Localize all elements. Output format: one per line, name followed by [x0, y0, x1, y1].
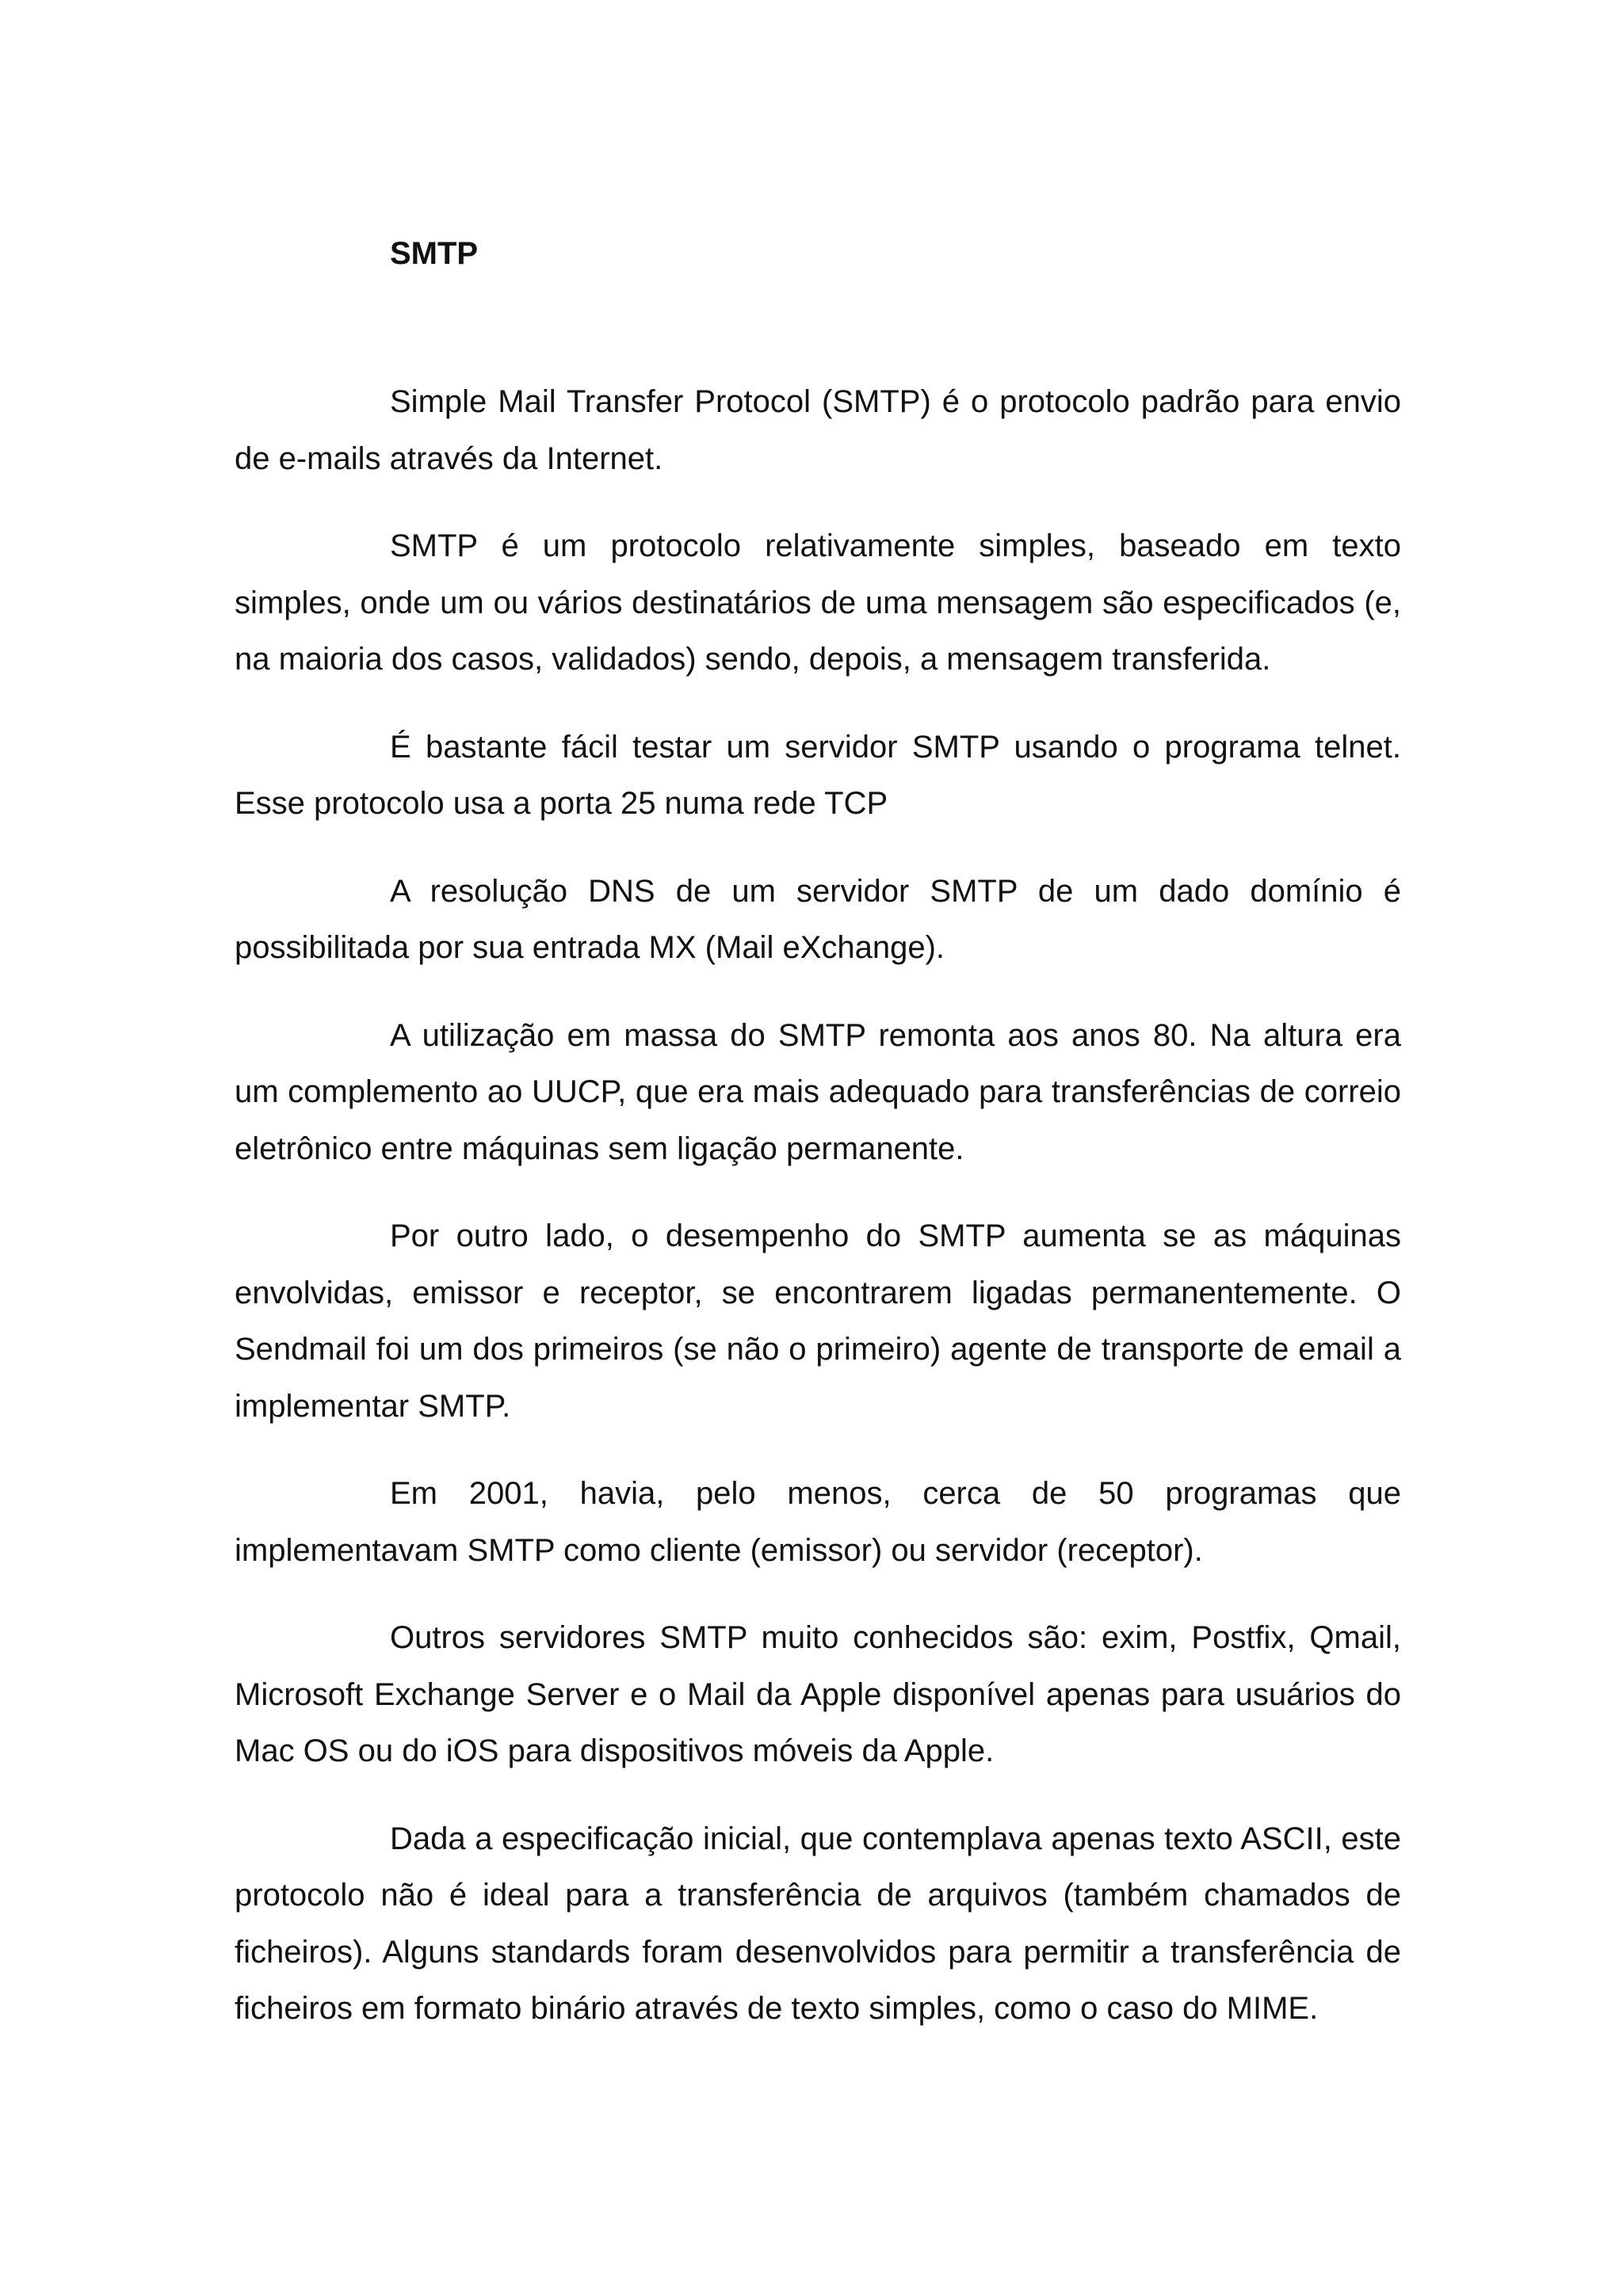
paragraph: Outros servidores SMTP muito conhecidos são: exim, Postfix, Qmail, Microsoft Exchange Server e o Mail da Apple disponível apenas para usuários do Mac OS ou do iOS para dispositivos móveis da Apple.	[235, 1620, 1401, 1768]
paragraph: Simple Mail Transfer Protocol (SMTP) é o protocolo padrão para envio de e-mails através da Internet.	[235, 384, 1401, 476]
paragraph: Em 2001, havia, pelo menos, cerca de 50 programas que implementavam SMTP como cliente (emissor) ou servidor (receptor).	[235, 1476, 1401, 1568]
paragraph: SMTP é um protocolo relativamente simples, baseado em texto simples, onde um ou vários destinatários de uma mensagem são especificados (e, na maioria dos casos, validados) sendo, depois, a mensagem transferida.	[235, 528, 1401, 677]
paragraph: A utilização em massa do SMTP remonta aos anos 80. Na altura era um complemento ao UUCP, que era mais adequado para transferências de correio eletrônico entre máquinas sem ligação permanente.	[235, 1017, 1401, 1166]
paragraph: É bastante fácil testar um servidor SMTP usando o programa telnet. Esse protocolo usa a porta 25 numa rede TCP	[235, 729, 1401, 821]
document-content	[235, 230, 1401, 2069]
paragraph: Por outro lado, o desempenho do SMTP aumenta se as máquinas envolvidas, emissor e receptor, se encontrarem ligadas permanentemente. O Sendmail foi um dos primeiros (se não o primeiro) agente de transporte de email a implementar SMTP.	[235, 1219, 1401, 1424]
document-body	[235, 374, 1401, 2038]
paragraph: A resolução DNS de um servidor SMTP de um dado domínio é possibilitada por sua entrada MX (Mail eXchange).	[235, 873, 1401, 965]
paragraph: Dada a especificação inicial, que contemplava apenas texto ASCII, este protocolo não é ideal para a transferência de arquivos (também chamados de ficheiros). Alguns standards foram desenvolvidos para permitir a transferência de ficheiros em formato binário através de texto simples, como o caso do MIME.	[235, 1821, 1401, 2026]
document-title: SMTP	[390, 236, 479, 271]
